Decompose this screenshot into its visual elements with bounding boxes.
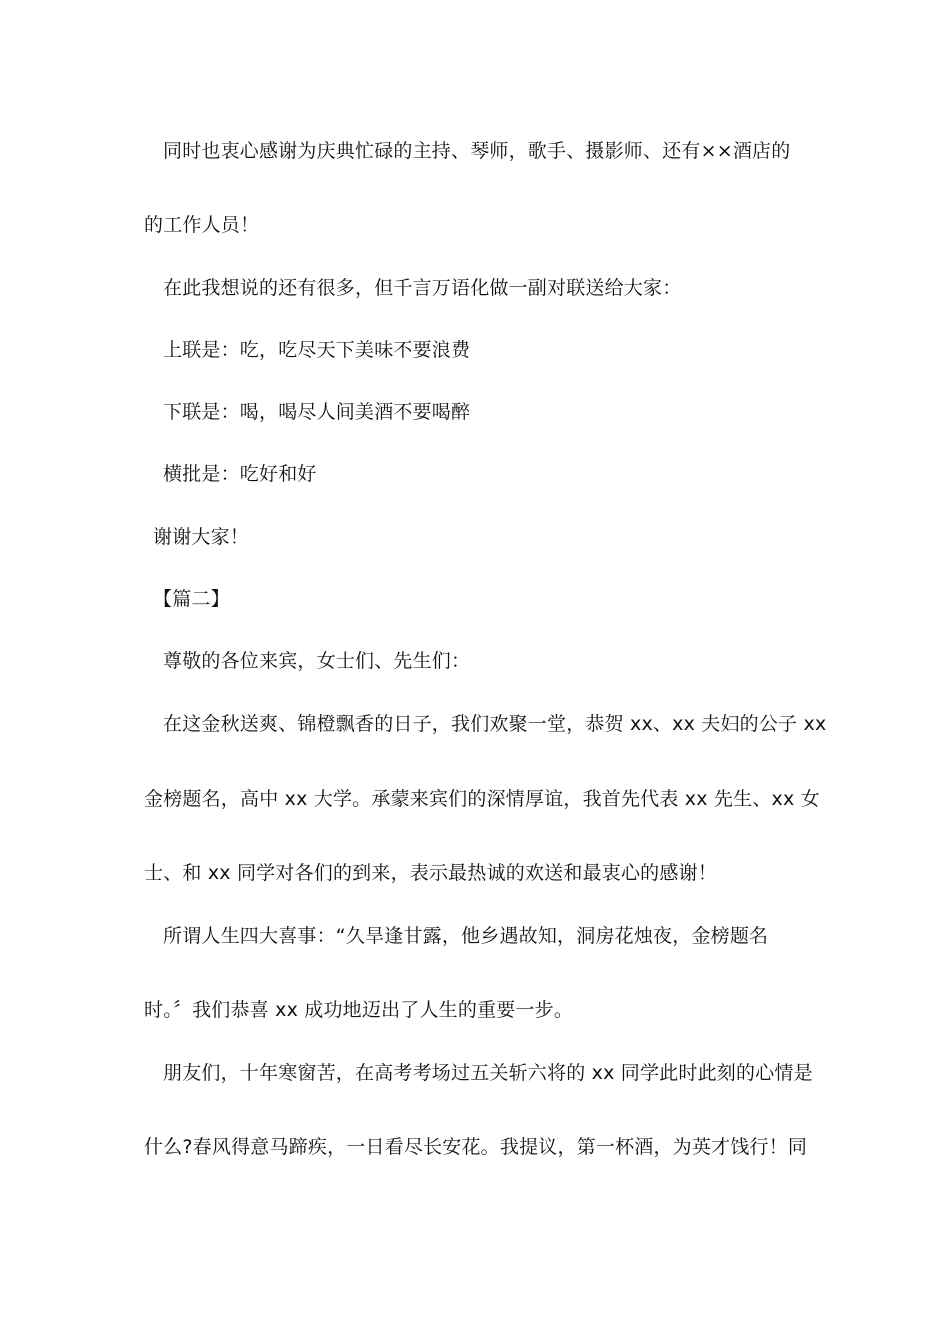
paragraph-line: 什么?春风得意马蹄疾，一日看尽长安花。我提议，第一杯酒，为英才饯行！同 [144,1136,808,1158]
couplet-horizontal-line: 横批是：吃好和好 [163,463,317,485]
couplet-lower-line: 下联是：喝，喝尽人间美酒不要喝醉 [163,401,471,423]
paragraph-line: 在这金秋送爽、锦橙飘香的日子，我们欢聚一堂，恭贺 xx、xx 夫妇的公子 xx [163,713,827,735]
paragraph-line: 朋友们，十年寒窗苦，在高考考场过五关斩六将的 xx 同学此时此刻的心情是 [163,1062,813,1084]
salutation-line: 尊敬的各位来宾，女士们、先生们： [163,650,471,672]
couplet-upper-line: 上联是：吃，吃尽天下美味不要浪费 [163,339,471,361]
paragraph-line: 所谓人生四大喜事：“久旱逢甘露，他乡遇故知，洞房花烛夜，金榜题名 [163,925,769,947]
paragraph-line: 在此我想说的还有很多，但千言万语化做一副对联送给大家： [163,277,682,299]
paragraph-line: 士、和 xx 同学对各们的到来，表示最热诚的欢送和最衷心的感谢！ [144,862,717,884]
thanks-line: 谢谢大家！ [153,526,250,548]
section-heading: 【篇二】 [153,588,230,610]
paragraph-line: 的工作人员！ [144,214,260,236]
paragraph-line: 时。〞我们恭喜 xx 成功地迈出了人生的重要一步。 [144,999,574,1021]
paragraph-line: 同时也衷心感谢为庆典忙碌的主持、琴师，歌手、摄影师、还有××酒店的 [163,140,791,162]
paragraph-line: 金榜题名，高中 xx 大学。承蒙来宾们的深情厚谊，我首先代表 xx 先生、xx 女 [144,788,820,810]
